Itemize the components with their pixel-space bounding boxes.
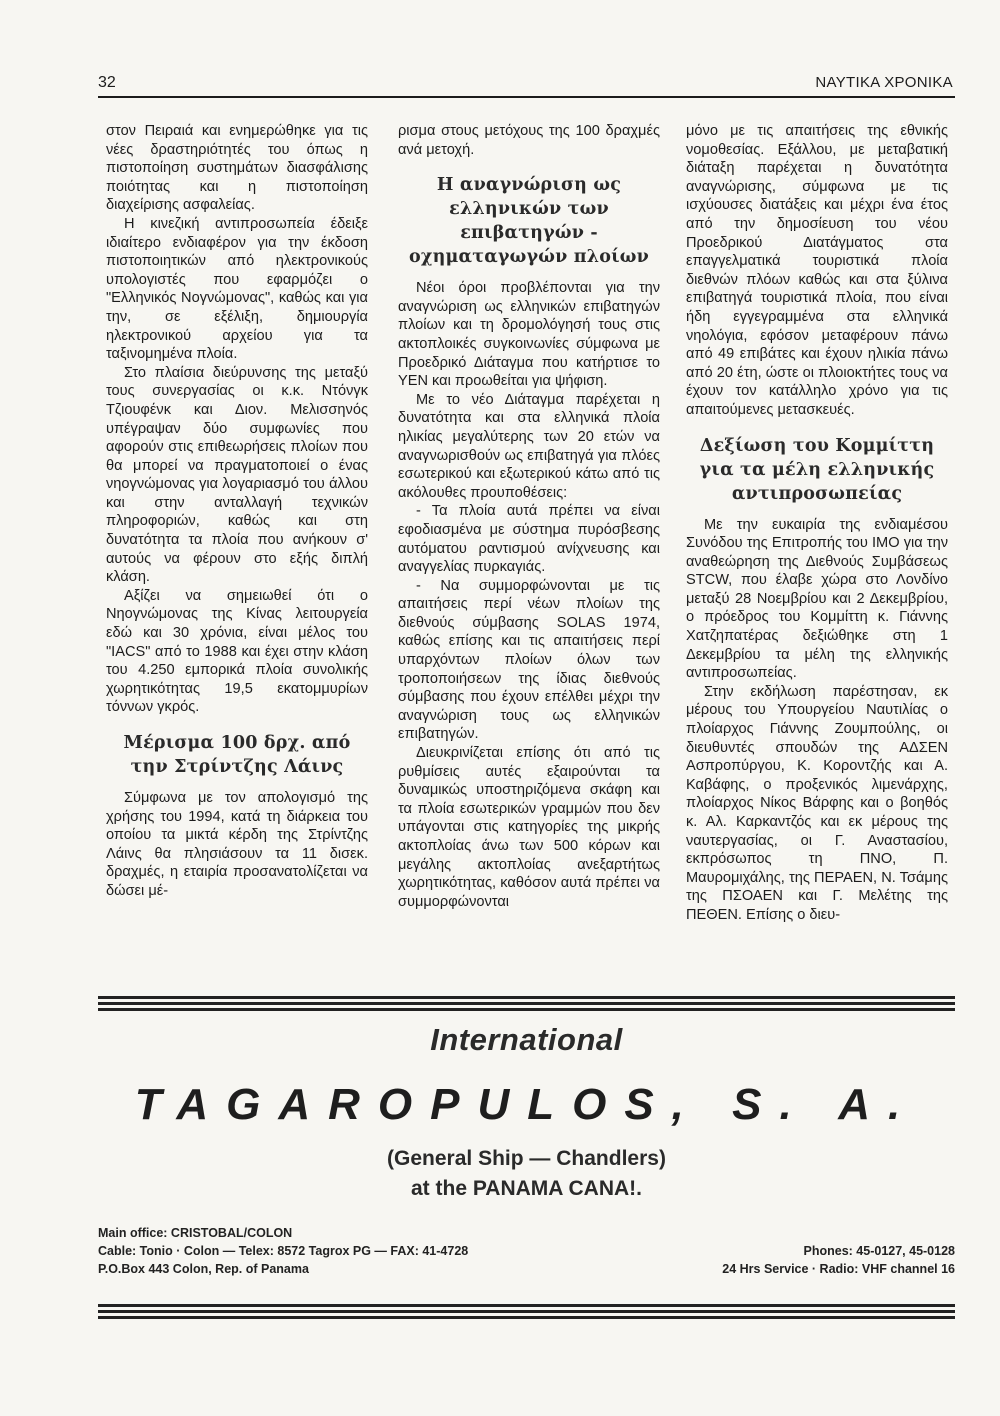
article-heading-recognition: Η αναγνώριση ως ελληνικών των επιβατηγών - οχηματαγωγών πλοίων xyxy=(409,175,649,268)
ad-services-line: at the PANAMA CANA!. xyxy=(411,1177,642,1200)
ad-services xyxy=(98,1144,955,1204)
paragraph: Σύμφωνα με τον απολογισμό της χρήσης του 1994, κατά τη διάρκεια του οποίου τα μικτά κέρδη της Στρίντζης Λάινς θα πλησιάσουν τα 11 δισεκ. δραχμές, η εταιρία προσανατολίζεται να δώσει μέ- xyxy=(106,790,368,899)
ad-top-rules xyxy=(98,996,955,1014)
ad-main-office: Main office: CRISTOBAL/COLON xyxy=(98,1226,293,1240)
ad-service: 24 Hrs Service · Radio: VHF channel 16 xyxy=(722,1262,955,1276)
paragraph: - Να συμμορφώνονται με τις απαιτήσεις περί νέων πλοίων της διεθνούς σύμβασης SOLAS 1974, καθώς επίσης και τις απαιτήσεις περί υπαρχόντων πλοίων όλων των τροποποιήσεων της ίδιας διεθνούς σύμβασης που έχουν επέλθει μέχρι την αναγνώριση τους ως ελληνικών επιβατηγών. xyxy=(398,577,660,743)
paragraph: Διευκρινίζεται επίσης ότι από τις ρυθμίσεις αυτές εξαιρούνται τα δυναμικώς υποστηριζόμενα σκάφη και τα πλοία εσωτερικών γραμμών που δεν υπάγονται στις κατηγορίες της μικρής ακτοπλοίας άνω των 500 κόρων και μεγάλης ακτοπλοίας ανεξαρτήτως χωρητικότητας, καθόσον αυτά πρέπει να συμμορφώνονται xyxy=(398,745,660,910)
ad-company-name: TAGAROPULOS, S. A. xyxy=(134,1080,919,1129)
ad-contact-right xyxy=(722,1242,955,1278)
article-column-3 xyxy=(686,122,948,925)
article-heading-reception: Δεξίωση του Κομμίττη για τα μέλη ελληνικής αντιπροσωπείας xyxy=(699,435,935,504)
paragraph: Αξίζει να σημειωθεί ότι ο Νηογνώμονας της Κίνας λειτουργεία εδώ και 30 χρόνια, είναι μέλος του "IACS" από το 1988 και έχει στην κλάση του 4.250 εμπορικά πλοία συνολικής χωρητικότητας 19,5 εκατομμυρίων τόννων γκρός. xyxy=(106,587,368,716)
ad-po-box: P.O.Box 443 Colon, Rep. of Panama xyxy=(98,1262,309,1276)
article-heading-dividend: Μέρισμα 100 δρχ. από την Στρίντζης Λάινς xyxy=(123,733,351,777)
ad-contact-left xyxy=(98,1224,468,1278)
paragraph: Με την ευκαιρία της ενδιαμέσου Συνόδου της Επιτροπής του IMO για την αναθεώρηση της Διεθνούς Συμβάσεως STCW, που έλαβε χώρα στο Λονδίνο μεταξύ 28 Νοεμβρίου και 2 Δεκεμβρίου, ο πρόεδρος του Κομμίττη κ. Γιάννης Χατζηπατέρας δεξιώθηκε στη 1 Δεκεμβρίου τα μέλη της ελληνικής αντιπροσωπείας. xyxy=(686,516,948,682)
paragraph: Νέοι όροι προβλέπονται για την αναγνώριση ως ελληνικών επιβατηγών πλοίων και τη δρομολόγησή τους στις ακτοπλοικές συγκοινωνίες σύμφωνα με Προεδρικό Διάταγμα που κατήρτισε το ΥΕΝ και προωθείται για ψήφιση. xyxy=(398,280,660,390)
ad-cable: Cable: Tonio · Colon — Telex: 8572 Tagrox PG — FAX: 41-4728 xyxy=(98,1244,469,1258)
paragraph: στον Πειραιά και ενημερώθηκε για τις νέες δραστηριότητές του όπως η πιστοποίηση συστημάτων διασφάλισης ποιότητας και η πιστοποίηση διαχείρισης ασφαλείας. xyxy=(106,123,368,214)
ad-services-line: (General Ship — Chandlers) xyxy=(387,1147,666,1170)
paragraph: Με το νέο Διάταγμα παρέχεται η δυνατότητα και στα ελληνικά πλοία ηλικίας μεγαλύτερης των 20 ετών να αναγνωρισθούν ως επιβατηγά για πλόες εσωτερικού και εξωτερικού κάτω από τις ακόλουθες προυποθέσεις: xyxy=(398,391,660,501)
article-column-2 xyxy=(398,122,660,911)
advertisement xyxy=(98,996,955,1416)
page-number: 32 xyxy=(98,74,116,91)
paragraph: ρισμα στους μετόχους της 100 δραχμές ανά μετοχή. xyxy=(398,123,660,158)
magazine-title: ΝΑΥΤΙΚΑ ΧΡΟΝΙΚΑ xyxy=(815,74,953,91)
paragraph: Η κινεζική αντιπροσωπεία έδειξε ιδιαίτερο ενδιαφέρον για την έκδοση πιστοποιητικών από ηλεκτρονικούς υπολογιστές που εφαρμόζει ο "Ελληνικός Νογνώμονας", καθώς και για την, σε εξέλιξη, δημιουργία ηλεκτρονικού αρχείου για τα ταξινομημένα πλοία. xyxy=(106,215,368,363)
ad-tagline: International xyxy=(430,1022,623,1057)
paragraph: Στο πλαίσια διεύρυνσης της μεταξύ τους συνεργασίας οι κ.κ. Ντόνγκ Τζιουφένκ και Διον. Μελισσηνός υπέγραψαν δύο συμφωνίες που αφορούν στις επιθεωρήσεις πλοίων που θα μπορεί να πραγματοποιεί ο ένας νηογνώμονας για λογαριασμό του άλλου και στην ανταλλαγή τεχνικών πληροφοριών, καθώς και στη δυνατότητα τα πλοία που ανήκουν σ' αυτούς να φέρουν στο εξής διπλή κλάση. xyxy=(106,364,368,586)
ad-phones: Phones: 45-0127, 45-0128 xyxy=(803,1244,955,1258)
article-column-1 xyxy=(106,122,368,901)
paragraph: Στην εκδήλωση παρέστησαν, εκ μέρους του Υπουργείου Ναυτιλίας ο πλοίαρχος Γιάννης Ζουμπούλης, οι διευθυντές σπουδών της ΑΔΣΕΝ Ασπροπύργου, Κ. Κοροντζής και Α. Καβάφης, ο προξενικός λιμενάρχης, πλοίαρχος Νίκος Βάρφης και ο βοηθός κ. Αλ. Καρκαντζός και εκ μέρους της ναυτεργασίας, οι Γ. Αναστασίου, εκπρόσωπος τη ΠΝΟ, Π. Μαυρομιχάλης, της ΠΕΡΑΕΝ, Ν. Τσάμης της ΠΣΟΑΕΝ και Γ. Μελέτης της ΠΕΘΕΝ. Επίσης ο διευ- xyxy=(686,683,948,923)
page-header xyxy=(98,74,953,98)
paragraph: μόνο με τις απαιτήσεις της εθνικής νομοθεσίας. Εξάλλου, με μεταβατική διάταξη παρέχεται η δυνατότητα αναγνώρισης, σύμφωνα με τις ισχύουσες διατάξεις και μέχρι ένα έτος από την δημοσίευση του νέου Προεδρικού Διατάγματος στα επαγγελματικά τουριστικά πλοία διεθνών πλόων καθώς και στα ξύλινα επιβατηγά τουριστικά πλοία, που είναι ήδη εγγεγραμμένα στα ελληνικά νηολόγια, εφόσον μεταφέρουν πάνω από 49 επιβάτες και έχουν ηλικία πάνω από 20 έτη, ώστε οι πλοιοκτήτες τους να έχουν τον κατάλληλο χρόνο για τις απαιτούμενες μετασκευές. xyxy=(686,123,948,418)
ad-bottom-rules xyxy=(98,1304,955,1322)
header-rule xyxy=(98,96,955,98)
paragraph: - Τα πλοία αυτά πρέπει να είναι εφοδιασμένα με σύστημα πυρόσβεσης αυτόματου ραντισμού ανίχνευσης και αναγγελίας πυρκαγιάς. xyxy=(398,503,660,576)
